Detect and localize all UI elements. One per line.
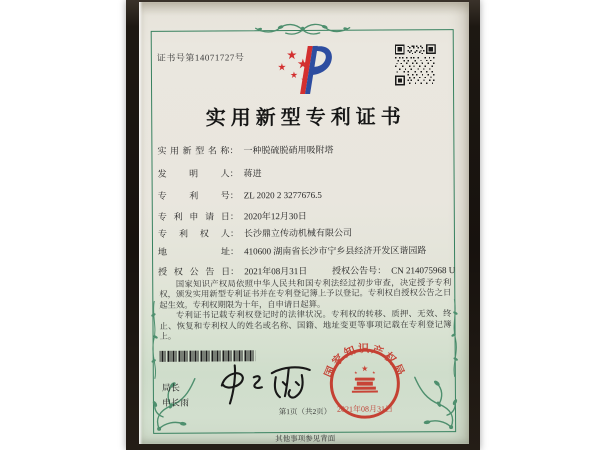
field-label: 地址 [158, 246, 231, 257]
field-colon: ： [229, 211, 239, 222]
field-value: 2020年12月30日 [243, 210, 307, 222]
field-colon: ： [229, 190, 239, 201]
seal-date: 2021年08月31日 [336, 404, 394, 414]
field-value: 蒋进 [243, 168, 262, 179]
cnipa-patent-logo-icon [271, 44, 333, 96]
legal-paragraph-2: 专利证书记载专利权登记时的法律状况。专利权的转移、质押、无效、终止、恢复和专利权人的姓名或名称、国籍、地址变更等事项记载在专利登记簿上。 [159, 309, 452, 341]
field-patentee [158, 226, 352, 240]
qr-code-icon [395, 44, 436, 85]
field-value: 长沙鼎立传动机械有限公司 [243, 227, 352, 239]
seal-arc-text: 国家知识产权局 [322, 343, 407, 380]
field-label: 专利号 [157, 190, 230, 201]
field-colon: ： [230, 266, 240, 277]
certificate-number: 证书号第14071727号 [156, 52, 245, 63]
field-colon: ： [229, 145, 239, 156]
field-inventor [158, 166, 262, 180]
field-value: ZL 2020 2 3277676.5 [243, 189, 322, 201]
field-colon: ： [230, 246, 240, 257]
field-label: 专利权人 [157, 228, 230, 239]
field-label: 发明人 [157, 168, 230, 179]
field-value: 410600 湖南省长沙市宁乡县经济开发区谐园路 [244, 245, 427, 257]
field-colon: ： [377, 265, 387, 276]
director-name: 申长雨 [161, 397, 190, 408]
page-number: 第1页（共2页） [278, 406, 332, 417]
svg-text:国家知识产权局 [321, 341, 408, 380]
legal-text [159, 278, 451, 342]
top-flourish-ornament [248, 21, 358, 40]
field-label: 授权公告日 [158, 266, 231, 277]
field-utility-model-name [157, 143, 333, 157]
left-vine-ornament [149, 301, 159, 379]
field-label: 授权公告号 [332, 265, 378, 276]
field-colon: ： [229, 228, 239, 239]
field-address [158, 243, 426, 258]
director-signature-icon [214, 360, 326, 409]
field-grant-number [332, 263, 455, 277]
field-value: 一种脱硫脱硝用吸附塔 [243, 144, 334, 156]
field-label: 实用新型名称 [157, 145, 230, 156]
back-note: 其他事项参见背面 [275, 433, 336, 444]
legal-paragraph-1: 国家知识产权局依照中华人民共和国专利法经过初步审查，决定授予专利权，颁发实用新型专利证书并在专利登记簿上予以登记。专利权自授权公告之日起生效。专利权期限为十年，自申请日起算。 [159, 278, 452, 310]
national-emblem-icon [352, 365, 378, 392]
director-title: 局长 [161, 382, 180, 393]
certificate-paper [139, 2, 469, 444]
field-grant-date [158, 264, 456, 278]
certificate-title: 实用新型专利证书 [205, 106, 406, 130]
field-label: 专利申请日 [157, 211, 230, 222]
field-colon: ： [229, 168, 239, 179]
certificate-photo [126, 0, 480, 450]
field-value: CN 214075968 U [391, 265, 456, 276]
field-patent-number [158, 188, 322, 202]
field-filing-date [158, 209, 307, 223]
certificate-content [138, 1, 471, 445]
field-value: 2021年08月31日 [244, 265, 308, 277]
bottom-right-floral-ornament [411, 375, 461, 429]
